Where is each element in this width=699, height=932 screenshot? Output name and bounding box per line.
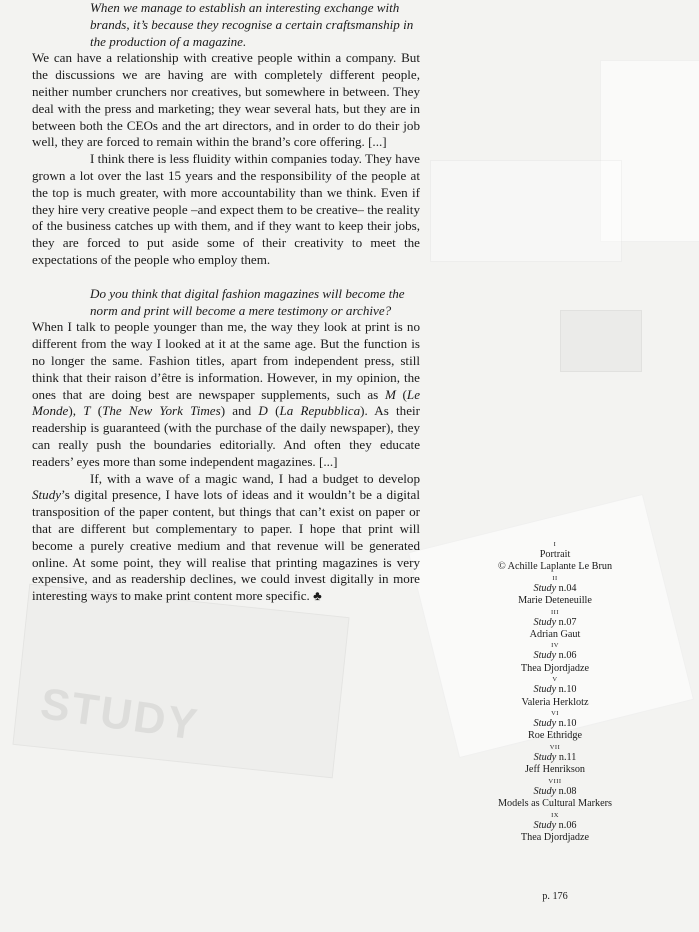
caption-title xyxy=(455,820,655,832)
caption-5 xyxy=(455,675,655,709)
caption-credit: Thea Djordjadze xyxy=(520,662,590,674)
caption-credit: Roe Ethridge xyxy=(527,730,583,742)
magazine-study: Study xyxy=(32,487,62,503)
caption-8 xyxy=(455,777,655,811)
para4-text-start: If, with a wave of a magic wand, I had a budget to develop xyxy=(90,470,420,486)
newspaper-nyt: The New York Times xyxy=(102,403,221,419)
caption-number: VI xyxy=(551,710,559,718)
image-captions xyxy=(455,540,655,844)
paragraph-gap xyxy=(32,269,420,286)
caption-title: Portrait xyxy=(539,549,571,560)
paragraph-2: I think there is less fluidity within companies today. They have grown a lot over the last 15 years and the responsibility of the people at the top is much greater, with more accountability than we think. Even if they hire very creative people –and expect them to be creative– the reality of the business catches up with them, and if they want to keep their jobs, they are forced to put aside some of their creativity to meet the expectations of the people who employ them. xyxy=(32,151,420,267)
question-2: Do you think that digital fashion magazines will become the norm and print will become a mere testimony or archive? xyxy=(90,285,405,318)
caption-credit: Marie Deteneuille xyxy=(518,595,592,607)
caption-number: VII xyxy=(549,743,561,751)
caption-title xyxy=(455,752,655,764)
caption-title xyxy=(455,617,655,629)
caption-title-italic: Study xyxy=(533,718,557,730)
end-mark: ♣ xyxy=(313,588,322,604)
article-body xyxy=(32,0,420,605)
caption-title-rest: n.04 xyxy=(556,582,577,594)
caption-1 xyxy=(455,540,655,574)
caption-title xyxy=(455,718,655,730)
supplement-d: D xyxy=(258,403,268,419)
ghost-panel-mid xyxy=(430,160,622,262)
caption-4 xyxy=(455,641,655,675)
caption-title-italic: Study xyxy=(533,582,557,594)
caption-number: II xyxy=(552,574,558,582)
caption-title-italic: Study xyxy=(533,785,557,797)
caption-title xyxy=(455,786,655,798)
page-number: p. 176 xyxy=(542,891,568,902)
caption-credit: Jeff Henrikson xyxy=(524,764,586,776)
caption-title-rest: n.10 xyxy=(556,684,577,696)
para4-text-end: ’s digital presence, I have lots of ideas and it wouldn’t be a digital transposition of the paper content, but things that can’t exist on paper or that are different but complementary to paper. I hope that print will become a purely creative medium and that revenue will be generated online. At some point, they will realise that printing magazines is very expensive, and as readership declines, we could invest digitally in more interesting ways to make print content more specific. xyxy=(32,487,420,604)
paragraph-1: We can have a relationship with creative people within a company. But the discussions we are having are with completely different people, neither number crunchers nor creatives, but somewhere in between. They deal with the press and marketing; they wear several hats, but they are in between both the CEOs and the art directors, and in order to do their job well, they are forced to remain within the brand’s core offering. [...] xyxy=(32,50,420,150)
caption-title-rest: n.07 xyxy=(556,616,577,628)
caption-title-rest: n.08 xyxy=(556,785,577,797)
caption-6 xyxy=(455,709,655,743)
caption-credit: © Achille Laplante Le Brun xyxy=(497,561,613,573)
caption-title-italic: Study xyxy=(533,650,557,662)
caption-title-rest: n.10 xyxy=(556,718,577,730)
para3-and: and xyxy=(232,403,252,419)
caption-number: IV xyxy=(551,642,559,650)
caption-7 xyxy=(455,743,655,777)
caption-credit: Adrian Gaut xyxy=(529,629,581,641)
caption-number: III xyxy=(551,608,559,616)
caption-title xyxy=(455,684,655,696)
caption-title xyxy=(455,583,655,595)
caption-credit: Models as Cultural Markers xyxy=(497,798,613,810)
caption-number: V xyxy=(552,676,558,684)
supplement-m: M xyxy=(384,386,396,402)
supplement-t: T xyxy=(83,403,91,419)
caption-9 xyxy=(455,811,655,845)
caption-2 xyxy=(455,574,655,608)
ghost-panel-card xyxy=(560,310,642,372)
para3-text-end: . As their readership is guaranteed (with the purchase of the daily newspaper), they can really push the boundaries editorially. And often they educate readers’ eyes more than some independent magazines. [...] xyxy=(32,403,421,469)
caption-title-italic: Study xyxy=(533,616,557,628)
caption-title-rest: n.06 xyxy=(556,650,577,662)
caption-title-italic: Study xyxy=(533,819,557,831)
caption-title xyxy=(455,650,655,662)
ghost-study-logo: STUDY xyxy=(37,679,202,750)
caption-number: VIII xyxy=(548,777,562,785)
caption-number: IX xyxy=(551,811,559,819)
caption-3 xyxy=(455,608,655,642)
newspaper-le-monde: Le Monde xyxy=(32,386,420,419)
caption-title-rest: n.06 xyxy=(556,819,577,831)
caption-number: I xyxy=(553,541,557,548)
paragraph-4 xyxy=(32,471,420,605)
caption-title-italic: Study xyxy=(533,751,557,763)
caption-title-rest: n.11 xyxy=(556,751,577,763)
caption-title-italic: Study xyxy=(533,684,557,696)
newspaper-repubblica: La Repubblica xyxy=(279,403,361,419)
paragraph-3: When I talk to people younger than me, the way they look at print is no different from the way I looked at it at the same age. But the function is no longer the same. Fashion titles, apart from independent press, still think that their raison d’être is information. However, in my opinion, the ones that are doing best are newspaper supplements, such as M (Le Monde), T (The New York Times) and D (La Repubblica). As their readership is guaranteed (with the purchase of the daily newspaper), they can really push the boundaries editorially. And often they educate readers’ eyes more than some independent magazines. [...] xyxy=(32,319,421,469)
question-1: When we manage to establish an interesting exchange with brands, it’s because they recognise a certain craftsmanship in the production of a magazine. xyxy=(90,0,414,49)
caption-credit: Thea Djordjadze xyxy=(520,831,590,843)
caption-credit: Valeria Herklotz xyxy=(521,696,589,708)
para3-text-start: When I talk to people younger than me, the way they look at print is no different from the way I looked at it at the same age. But the function is no longer the same. Fashion titles, apart from independent press, still think that their raison d’être is information. However, in my opinion, the ones that are doing best are newspaper supplements, such as xyxy=(32,319,420,402)
